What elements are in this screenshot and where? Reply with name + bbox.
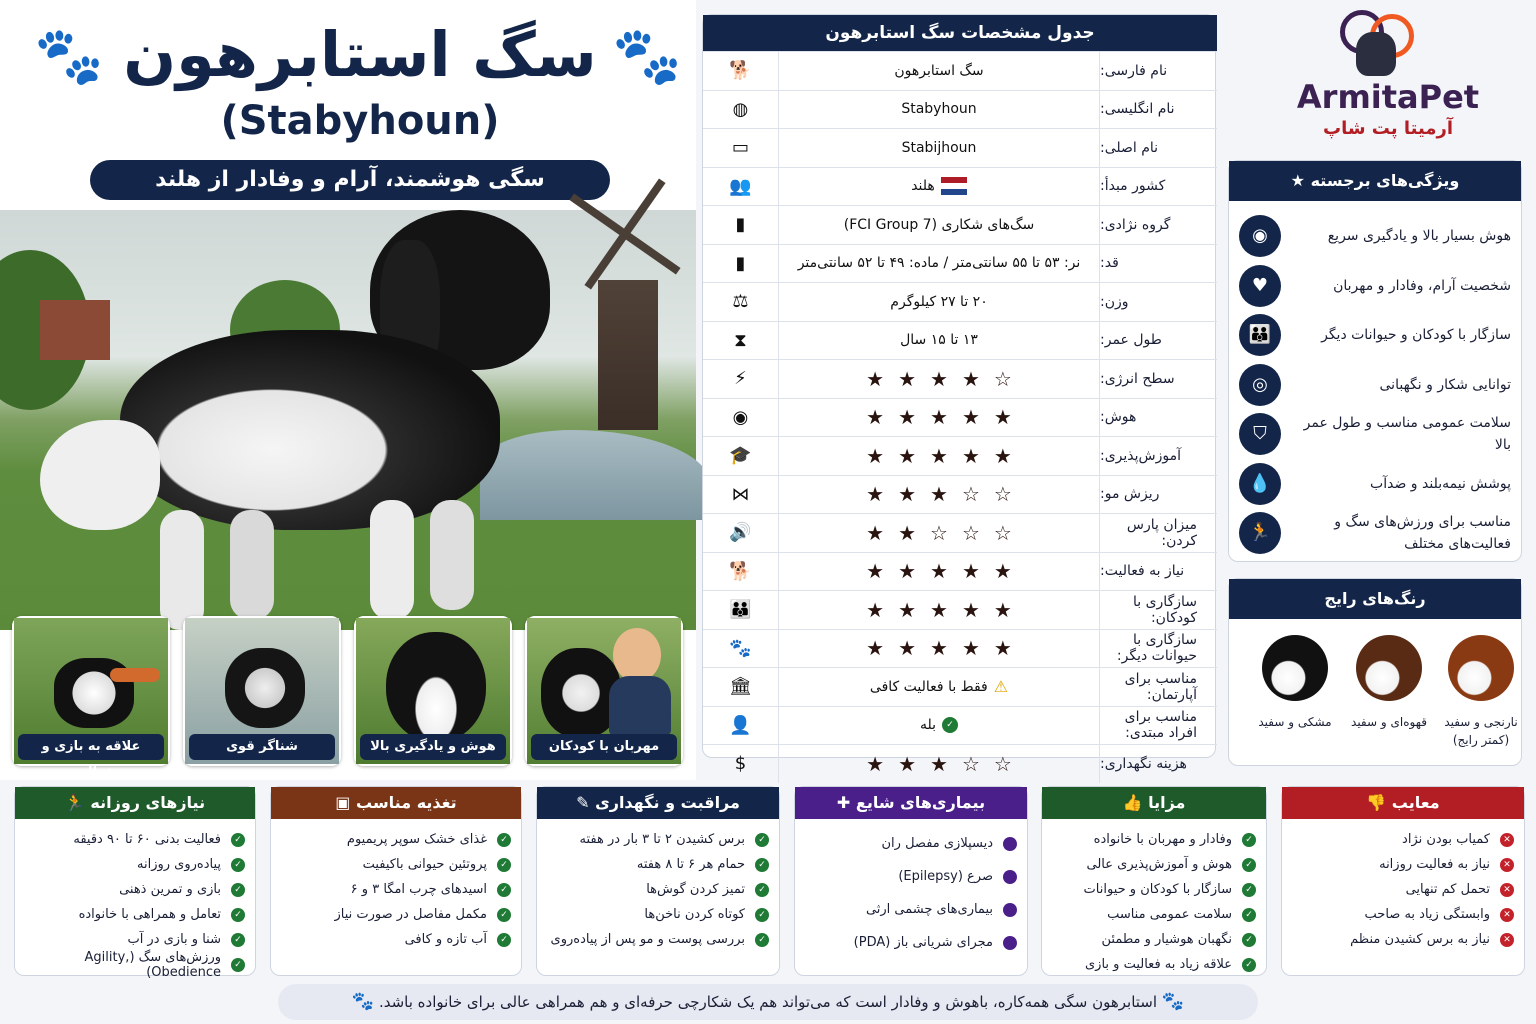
thumbnail-swimming (183, 616, 341, 766)
info-panel-item: ✓ آب تازه و کافی (281, 927, 511, 952)
building-icon: 🏛 (703, 668, 779, 706)
color-swatch (1356, 635, 1422, 701)
star-empty-icon: ☆ (993, 751, 1012, 776)
bullet-icon (1003, 903, 1017, 917)
family-icon: 👪 (703, 591, 779, 629)
star-filled-icon: ★ (898, 559, 917, 584)
spec-label: گروه نژادی: (1099, 206, 1217, 244)
spec-value-text: بله (919, 717, 937, 734)
spec-value-text: فقط با فعالیت کافی (869, 678, 988, 695)
spec-label: نام اصلی: (1099, 129, 1217, 167)
spec-label: مناسب برای آپارتمان: (1099, 668, 1217, 706)
runner-icon: 🏃 (64, 793, 85, 812)
spec-row (703, 398, 1217, 437)
spec-label: ریزش مو: (1099, 476, 1217, 514)
check-icon: ✓ (231, 958, 245, 972)
dog-leg (160, 510, 204, 630)
info-panel (270, 786, 522, 976)
star-filled-icon: ★ (993, 597, 1012, 622)
warning-icon: ⚠ (993, 677, 1009, 697)
check-icon: ✓ (231, 858, 245, 872)
check-icon: ✓ (497, 908, 511, 922)
spec-label: سازگاری با کودکان: (1099, 591, 1217, 629)
drop-icon: 💧 (1239, 463, 1281, 505)
check-icon: ✓ (497, 933, 511, 947)
spec-value-text: سگ استابرهون (894, 62, 984, 79)
star-rating (866, 521, 1012, 545)
star-filled-icon: ★ (898, 597, 917, 622)
graduation-icon: 🎓 (703, 437, 779, 475)
spec-value (781, 668, 1097, 706)
star-empty-icon: ☆ (961, 520, 980, 545)
check-icon: ✓ (1242, 833, 1256, 847)
food-bag-icon: ▣ (335, 793, 351, 812)
feature-text: توانایی شکار و نگهبانی (1379, 376, 1511, 393)
spec-row (703, 90, 1217, 129)
check-icon: ✓ (755, 908, 769, 922)
star-rating (866, 444, 1012, 468)
spec-value (781, 129, 1097, 167)
spec-row (703, 436, 1217, 475)
info-panel-item: صرع (Epilepsy) (805, 860, 1017, 893)
info-panel-item: مجرای شریانی باز (PDA) (805, 926, 1017, 959)
feature-item (1237, 510, 1515, 556)
thumbnail-with-child (525, 616, 683, 766)
features-panel (1228, 160, 1522, 562)
star-rating (866, 367, 1012, 391)
star-empty-icon: ☆ (993, 482, 1012, 507)
footer-banner (278, 984, 1258, 1020)
star-filled-icon: ★ (930, 443, 948, 468)
spec-row (703, 475, 1217, 514)
info-panel-item: ✓ غذای خشک سوپر پریمیوم (281, 827, 511, 852)
plus-icon: ✚ (836, 793, 851, 812)
spec-value (781, 168, 1097, 206)
logo-tagline: آرمیتا پت شاپ (1322, 118, 1454, 139)
spec-label: میزان پارس کردن: (1099, 514, 1217, 552)
pond (480, 430, 710, 520)
feature-text: مناسب برای ورزش‌های سگ و فعالیت‌های مختلف (1334, 514, 1511, 552)
star-filled-icon: ★ (898, 366, 917, 391)
person-icon: 👤 (703, 707, 779, 745)
spec-label: آموزش‌پذیری: (1099, 437, 1217, 475)
thumbnail-caption: شناگر قوی (189, 734, 335, 760)
info-panel-item: ✓ نگهبان هوشیار و مطمئن (1052, 927, 1256, 952)
spec-label: سطح انرژی: (1099, 360, 1217, 398)
star-filled-icon: ★ (898, 636, 917, 661)
spec-value-text: نر: ۵۳ تا ۵۵ سانتی‌متر / ماده: ۴۹ تا ۵۲ سانتی‌متر (797, 255, 1081, 272)
dog-leg (430, 500, 474, 610)
color-swatch (1448, 635, 1514, 701)
spec-label: مناسب برای افراد مبتدی: (1099, 707, 1217, 745)
info-panel-item: دیسپلازی مفصل ران (805, 827, 1017, 860)
feature-text: سلامت عمومی مناسب و طول عمر بالا (1303, 415, 1511, 453)
check-icon: ✓ (755, 883, 769, 897)
spec-row (703, 359, 1217, 398)
bullet-icon (1003, 870, 1017, 884)
spec-row (703, 205, 1217, 244)
spec-value (781, 630, 1097, 668)
feature-text: پوشش نیمه‌بلند و ضدآب (1370, 475, 1511, 492)
info-panel (1281, 786, 1525, 976)
star-filled-icon: ★ (866, 751, 885, 776)
spec-label: نام انگلیسی: (1099, 91, 1217, 129)
info-panel-item: ✓ فعالیت بدنی ۶۰ تا ۹۰ دقیقه (25, 827, 245, 852)
check-icon: ✓ (755, 833, 769, 847)
spec-value (781, 437, 1097, 475)
feature-item (1237, 312, 1515, 358)
dog-leg (370, 500, 414, 620)
thumbnail-caption: علاقه به بازی و فعالیت (18, 734, 164, 760)
info-panel (536, 786, 780, 976)
thumbnail-caption: مهربان با کودکان (531, 734, 677, 760)
info-panel-item: ✕ تحمل کم تنهایی (1292, 877, 1514, 902)
info-panel-item: ✓ پروتئین حیوانی باکیفیت (281, 852, 511, 877)
page-title-en: (Stabyhoun) (220, 98, 500, 144)
farmhouse (40, 300, 110, 360)
cross-icon: ✕ (1500, 883, 1514, 897)
thumbs-down-icon: 👎 (1366, 793, 1387, 812)
spec-value (781, 399, 1097, 437)
info-panel-item: ✓ بازی و تمرین ذهنی (25, 877, 245, 902)
info-panel-item: ✓ پیاده‌روی روزانه (25, 852, 245, 877)
paw-icon: 🐾 (703, 630, 779, 668)
globe-icon: ◍ (703, 91, 779, 129)
dog-tail (40, 420, 160, 530)
info-panel-item: ✓ سلامت عمومی مناسب (1052, 902, 1256, 927)
thumbnail-play (12, 616, 170, 780)
feature-item (1237, 411, 1515, 457)
info-panel-item: ✓ شنا و بازی در آب (25, 927, 245, 952)
color-label: قهوه‌ای و سفید (1351, 715, 1427, 729)
spec-row (703, 282, 1217, 321)
ruler-icon: ▮ (703, 206, 779, 244)
height-icon: ▮ (703, 245, 779, 283)
spec-value (781, 91, 1097, 129)
info-panel-item: ✕ کمیاب بودن نژاد (1292, 827, 1514, 852)
spec-label: هوش: (1099, 399, 1217, 437)
star-rating (866, 598, 1012, 622)
check-icon: ✓ (755, 858, 769, 872)
star-filled-icon: ★ (930, 751, 948, 776)
spec-value (781, 360, 1097, 398)
check-icon: ✓ (1242, 933, 1256, 947)
spec-label: نام فارسی: (1099, 52, 1217, 90)
family-icon: 👪 (1239, 314, 1281, 356)
spec-value (781, 707, 1097, 745)
star-filled-icon: ★ (898, 443, 917, 468)
brain-icon: ◉ (1239, 215, 1281, 257)
runner-icon: 🏃 (1239, 512, 1281, 554)
footer-text: استابرهون سگی همه‌کاره، باهوش و وفادار است که می‌تواند هم یک شکارچی حرفه‌ای و هم همراهی عالی برای خانواده باشد. (378, 993, 1158, 1011)
lightning-icon: ⚡ (703, 360, 779, 398)
info-panel-item: ✕ وابستگی زیاد به صاحب (1292, 902, 1514, 927)
spec-row (703, 513, 1217, 552)
feature-item (1237, 461, 1515, 507)
windmill (598, 280, 658, 430)
target-icon: ◎ (1239, 364, 1281, 406)
feature-text: سازگار با کودکان و حیوانات دیگر (1321, 327, 1511, 343)
info-panel (14, 786, 256, 980)
spec-label: قد: (1099, 245, 1217, 283)
info-panel-title: نیازهای روزانه 🏃 (15, 787, 255, 819)
spec-value (781, 322, 1097, 360)
dog-icon: 🐕 (703, 52, 779, 90)
cross-icon: ✕ (1500, 933, 1514, 947)
check-icon: ✓ (755, 933, 769, 947)
check-icon: ✓ (1242, 858, 1256, 872)
speaker-icon: 🔊 (703, 514, 779, 552)
spec-label: وزن: (1099, 283, 1217, 321)
info-panel-title: مراقبت و نگهداری ✎ (537, 787, 779, 819)
spec-table (702, 14, 1216, 776)
hourglass-icon: ⧗ (703, 322, 779, 360)
info-panel-item: ✓ تعامل و همراهی با خانواده (25, 902, 245, 927)
people-icon: 👥 (703, 168, 779, 206)
star-rating (866, 482, 1012, 506)
bullet-icon (1003, 837, 1017, 851)
info-panel-item: ✓ اسیدهای چرب امگا ۳ و ۶ (281, 877, 511, 902)
star-filled-icon: ★ (866, 636, 885, 661)
spec-value (781, 745, 1097, 783)
info-panel-item: ✓ علاقه زیاد به فعالیت و بازی (1052, 952, 1256, 977)
thumbnail-caption: هوش و یادگیری بالا (360, 734, 506, 760)
star-rating (866, 752, 1012, 776)
star-filled-icon: ★ (898, 405, 917, 430)
check-icon: ✓ (231, 883, 245, 897)
star-filled-icon: ★ (898, 482, 917, 507)
check-icon: ✓ (1242, 958, 1256, 972)
dog-icon: 🐕 (703, 553, 779, 591)
paw-icon: 🐾 (34, 24, 104, 89)
check-icon: ✓ (1242, 908, 1256, 922)
spec-value (781, 553, 1097, 591)
dollar-icon: $ (703, 745, 779, 783)
spec-value (781, 476, 1097, 514)
star-filled-icon: ★ (930, 636, 948, 661)
spec-row (703, 167, 1217, 206)
star-filled-icon: ★ (993, 636, 1012, 661)
paw-icon: 🐾 (1161, 991, 1185, 1012)
spec-row (703, 552, 1217, 591)
info-panel-title: تغذیه مناسب ▣ (271, 787, 521, 819)
spec-row (703, 321, 1217, 360)
check-icon: ✓ (231, 908, 245, 922)
star-filled-icon: ★ (898, 520, 917, 545)
cross-icon: ✕ (1500, 833, 1514, 847)
paw-icon: 🐾 (351, 991, 375, 1012)
spec-value (781, 206, 1097, 244)
star-filled-icon: ★ (961, 559, 980, 584)
info-panel-title: مزایا 👍 (1042, 787, 1266, 819)
info-panel-item: ✓ برس کشیدن ۲ تا ۳ بار در هفته (547, 827, 769, 852)
spec-value-text: Stabijhoun (901, 139, 977, 156)
check-icon: ✓ (497, 833, 511, 847)
spec-row (703, 128, 1217, 167)
info-panel-item: ✓ تمیز کردن گوش‌ها (547, 877, 769, 902)
dog-leg (230, 510, 274, 620)
logo-name: ArmitaPet (1296, 78, 1480, 116)
spec-value-text: هلند (911, 178, 935, 195)
star-filled-icon: ★ (961, 405, 980, 430)
spec-value (781, 52, 1097, 90)
star-filled-icon: ★ (866, 482, 885, 507)
colors-panel (1228, 578, 1522, 766)
shield-icon: ⛉ (1239, 413, 1281, 455)
star-empty-icon: ☆ (993, 520, 1012, 545)
info-panel-item: ✓ کوتاه کردن ناخن‌ها (547, 902, 769, 927)
info-panel-title: بیماری‌های شایع ✚ (795, 787, 1027, 819)
netherlands-flag-icon (941, 177, 967, 195)
info-panel-item: بیماری‌های چشمی ارثی (805, 893, 1017, 926)
info-panel-item: ✓ مکمل مفاصل در صورت نیاز (281, 902, 511, 927)
star-filled-icon: ★ (930, 366, 948, 391)
spec-row (703, 744, 1217, 783)
cross-icon: ✕ (1500, 858, 1514, 872)
star-filled-icon: ★ (866, 366, 885, 391)
check-icon: ✓ (942, 717, 958, 733)
spec-table-title: جدول مشخصات سگ استابرهون (703, 15, 1217, 51)
info-panel-item: ✓ سازگار با کودکان و حیوانات (1052, 877, 1256, 902)
spec-label: سازگاری با حیوانات دیگر: (1099, 630, 1217, 668)
star-filled-icon: ★ (930, 559, 948, 584)
star-filled-icon: ★ (898, 751, 917, 776)
bullet-icon (1003, 936, 1017, 950)
star-rating (866, 636, 1012, 660)
star-filled-icon: ★ (961, 366, 980, 391)
info-panel-item: ✓ حمام هر ۶ تا ۸ هفته (547, 852, 769, 877)
brush-icon: ✎ (576, 793, 590, 812)
star-filled-icon: ★ (866, 597, 885, 622)
weight-icon: ⚖ (703, 283, 779, 321)
star-filled-icon: ★ (866, 443, 885, 468)
page-title: سگ استابرهون (123, 18, 597, 91)
fur-icon: ⋈ (703, 476, 779, 514)
features-title: ویژگی‌های برجسته ★ (1229, 161, 1521, 201)
spec-label: هزینه نگهداری: (1099, 745, 1217, 783)
star-filled-icon: ★ (993, 559, 1012, 584)
check-icon: ✓ (497, 883, 511, 897)
spec-row (703, 51, 1217, 90)
star-filled-icon: ★ (930, 482, 948, 507)
spec-row (703, 667, 1217, 706)
colors-title: رنگ‌های رایج (1229, 579, 1521, 619)
star-filled-icon: ★ (930, 597, 948, 622)
star-empty-icon: ☆ (993, 366, 1012, 391)
star-empty-icon: ☆ (930, 520, 948, 545)
star-empty-icon: ☆ (961, 482, 980, 507)
star-icon: ★ (1290, 171, 1305, 190)
star-filled-icon: ★ (961, 636, 980, 661)
spec-value (781, 245, 1097, 283)
star-filled-icon: ★ (993, 443, 1012, 468)
check-icon: ✓ (231, 933, 245, 947)
star-filled-icon: ★ (930, 405, 948, 430)
star-rating (866, 559, 1012, 583)
star-filled-icon: ★ (866, 405, 885, 430)
spec-value (781, 514, 1097, 552)
info-panel-title: معایب 👎 (1282, 787, 1524, 819)
feature-item (1237, 362, 1515, 408)
info-panel-item: ✓ بررسی پوست و مو پس از پیاده‌روی (547, 927, 769, 952)
star-filled-icon: ★ (993, 405, 1012, 430)
paw-icon: 🐾 (612, 24, 682, 89)
star-filled-icon: ★ (961, 597, 980, 622)
logo (1240, 10, 1530, 150)
check-icon: ✓ (497, 858, 511, 872)
info-panel (1041, 786, 1267, 976)
thumbnail-face (354, 616, 512, 766)
color-label: نارنجی و سفید (کمتر رایج) (1444, 715, 1518, 747)
spec-value-text: Stabyhoun (901, 101, 977, 118)
info-panel-item: ✓ هوش و آموزش‌پذیری عالی (1052, 852, 1256, 877)
heart-icon: ♥ (1239, 265, 1281, 307)
info-panel-item: ✕ نیاز به برس کشیدن منظم (1292, 927, 1514, 952)
check-icon: ✓ (1242, 883, 1256, 897)
star-rating (866, 405, 1012, 429)
spec-value-text: ۱۳ تا ۱۵ سال (900, 332, 978, 349)
info-panel-item: ✕ نیاز به فعالیت روزانه (1292, 852, 1514, 877)
cross-icon: ✕ (1500, 908, 1514, 922)
id-card-icon: ▭ (703, 129, 779, 167)
spec-label: طول عمر: (1099, 322, 1217, 360)
check-icon: ✓ (231, 833, 245, 847)
logo-mark-icon (1340, 10, 1414, 80)
spec-value-text: ۲۰ تا ۲۷ کیلوگرم (890, 293, 988, 310)
hero-section (0, 0, 696, 780)
color-swatch (1262, 635, 1328, 701)
info-panel (794, 786, 1028, 976)
feature-item (1237, 263, 1515, 309)
thumbs-up-icon: 👍 (1122, 793, 1143, 812)
spec-label: کشور مبدأ: (1099, 168, 1217, 206)
spec-row (703, 244, 1217, 283)
brain-icon: ◉ (703, 399, 779, 437)
feature-text: هوش بسیار بالا و یادگیری سریع (1327, 228, 1511, 244)
spec-row (703, 590, 1217, 629)
feature-text: شخصیت آرام، وفادار و مهربان (1333, 277, 1511, 294)
feature-item (1237, 213, 1515, 259)
info-panel-item: ✓ وفادار و مهربان با خانواده (1052, 827, 1256, 852)
spec-row (703, 629, 1217, 668)
color-label: مشکی و سفید (1258, 715, 1332, 729)
hero-dog-photo (0, 210, 696, 630)
spec-label: نیاز به فعالیت: (1099, 553, 1217, 591)
spec-value (781, 283, 1097, 321)
spec-row (703, 706, 1217, 745)
info-panel-item: ✓ ورزش‌های سگ (Agility, Obedience) (25, 952, 245, 977)
star-filled-icon: ★ (866, 559, 885, 584)
page-subtitle: سگی هوشمند، آرام و وفادار از هلند (90, 160, 610, 200)
star-filled-icon: ★ (866, 520, 885, 545)
spec-value-text: سگ‌های شکاری (FCI Group 7) (843, 216, 1035, 233)
spec-value (781, 591, 1097, 629)
star-empty-icon: ☆ (961, 751, 980, 776)
star-filled-icon: ★ (961, 443, 980, 468)
